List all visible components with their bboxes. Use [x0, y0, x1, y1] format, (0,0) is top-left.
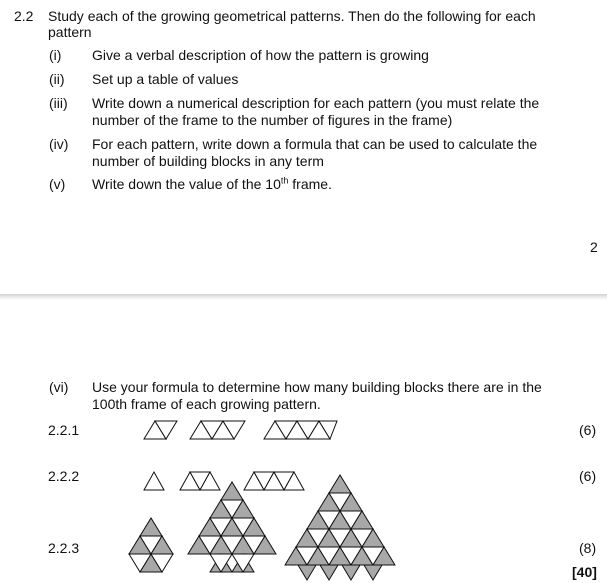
- item-text-vi-line1: Use your formula to determine how many building blocks there are in the: [92, 379, 542, 395]
- subquestion-marks-3: (8): [579, 540, 597, 556]
- question-number: 2.2: [14, 8, 34, 24]
- question-intro-line2: pattern: [48, 24, 92, 40]
- item-text-iii-line2: number of the frame to the number of figures in the frame): [92, 112, 453, 128]
- pattern-3-frame-3-tri-19: [364, 565, 382, 580]
- total-marks: [40]: [572, 564, 597, 580]
- item-text-iii-line1: Write down a numerical description for each pattern (you must relate the: [92, 95, 540, 111]
- question-intro-line1: Study each of the growing geometrical patterns. Then do the following for each: [48, 8, 536, 24]
- item-label-iv: (iv): [49, 136, 69, 152]
- item-label-v: (v): [49, 176, 66, 192]
- page-number: 2: [590, 239, 598, 255]
- item-label-ii: (ii): [49, 71, 65, 87]
- item-text-i: Give a verbal description of how the pattern is growing: [92, 47, 429, 63]
- pattern-1-frame-2: [190, 421, 245, 439]
- subquestion-label-2: 2.2.2: [48, 468, 80, 484]
- subquestion-marks-1: (6): [579, 422, 597, 438]
- item-label-vi: (vi): [49, 379, 69, 395]
- item-text-ii: Set up a table of values: [92, 71, 239, 87]
- subquestion-label-1: 2.2.1: [48, 422, 80, 438]
- pattern-2-frame-1-tri-1: [144, 472, 164, 490]
- pattern-2-frame-2: [180, 472, 220, 490]
- pattern-3-frame-3-tri-16: [298, 565, 316, 580]
- item-label-iii: (iii): [49, 95, 68, 111]
- subquestion-label-3: 2.2.3: [48, 540, 80, 556]
- pattern-1-frame-1: [144, 421, 177, 439]
- pattern-3-frame-3-tri-18: [342, 565, 360, 580]
- item-text-v-after: frame.: [288, 176, 332, 192]
- pattern-3-frame-3: [285, 475, 395, 580]
- item-text-iv-line1: For each pattern, write down a formula that can be used to calculate the: [92, 136, 538, 152]
- pattern-3-frame-1: [129, 518, 173, 572]
- pattern-3-frame-3-tri-17: [320, 565, 338, 580]
- item-text-v-before: Write down the value of the 10: [92, 176, 281, 192]
- pattern-3-frame-2-tri-1: [221, 482, 243, 500]
- pattern-3-frame-1-tri-1: [140, 518, 162, 536]
- pattern-3-frame-3-tri-1: [329, 475, 351, 493]
- pattern-2-frame-3: [244, 472, 304, 490]
- item-text-vi-line2: 100th frame of each growing pattern.: [92, 396, 321, 412]
- pattern-3-frame-2: [188, 482, 276, 572]
- item-label-i: (i): [49, 47, 62, 63]
- pattern-2-frame-1: [144, 472, 164, 490]
- item-text-iv-line2: number of building blocks in any term: [92, 153, 324, 169]
- pattern-1-frame-3: [264, 421, 337, 439]
- item-text-v-superscript: th: [280, 175, 289, 186]
- subquestion-marks-2: (6): [579, 468, 597, 484]
